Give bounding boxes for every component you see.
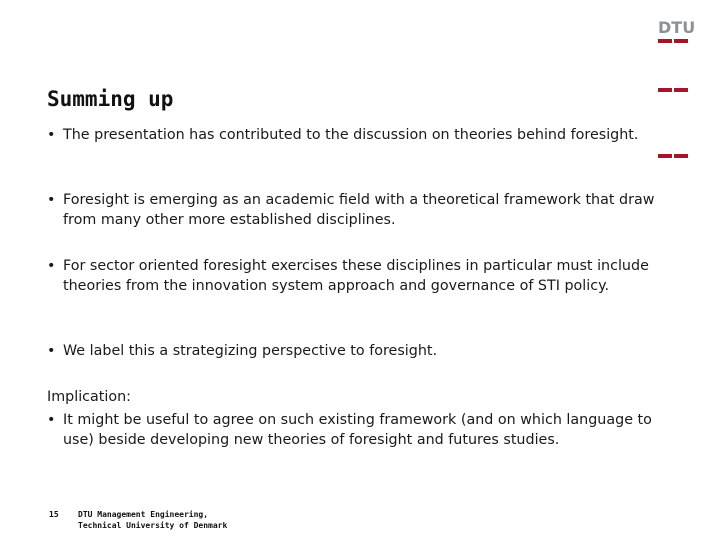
implication-bullet: • It might be useful to agree on such existing framework (and on which language to use) beside developing new theories of foresight and futures studies. <box>47 411 667 450</box>
bullet-item: • Foresight is emerging as an academic field with a theoretical framework that draw from many other more established disciplines. <box>47 191 667 230</box>
implication-label: Implication: <box>47 389 131 405</box>
footer-line-2: Technical University of Denmark <box>78 521 228 530</box>
footer-institution <box>78 509 227 531</box>
page-number: 15 <box>49 510 59 519</box>
dtu-logo <box>658 18 696 43</box>
bullet-item: • For sector oriented foresight exercises these disciplines in particular must include theories from the innovation system approach and governance of STI policy. <box>47 257 667 296</box>
slide-title: Summing up <box>47 87 174 111</box>
bullet-item: • We label this a strategizing perspective to foresight. <box>47 342 437 362</box>
footer-line-1: DTU Management Engineering, <box>78 510 209 519</box>
bullet-item: • The presentation has contributed to the discussion on theories behind foresight. <box>47 126 638 146</box>
logo-text: DTU <box>658 18 696 37</box>
logo-bars-icon <box>658 39 690 43</box>
